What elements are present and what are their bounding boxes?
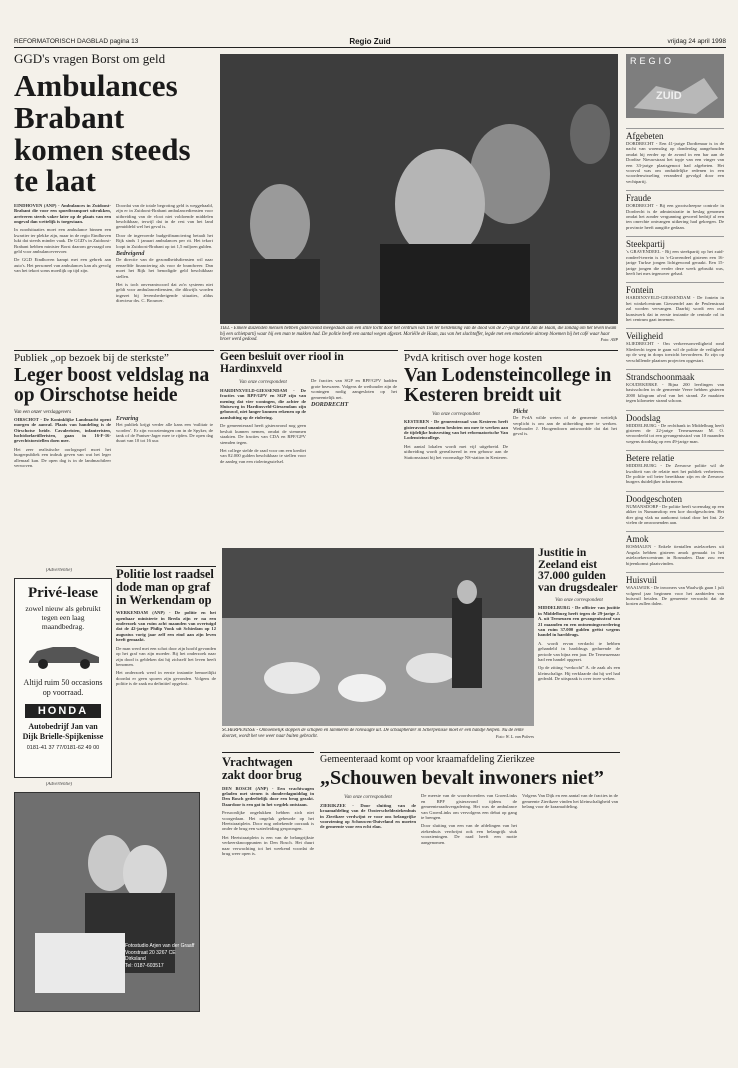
- article-headline: „Schouwen bevalt inwoners niet”: [320, 767, 604, 789]
- article-paragraph: De directie van de gezondheidsdiensten wil naar eenzelfde financiering als voor de brandweer. Dan moet het Rijk het benodigde geld beschikbaar stellen.: [116, 257, 213, 279]
- photo-credit: Foto: ANP: [600, 337, 618, 343]
- article-paragraph: Het Heetstraatplein is een van de belangrijkste verkeersknooppunten in Den Bosch. Het duurt naar verwachting tot het weekend voordat de brug weer open is.: [222, 834, 314, 856]
- brief-body: SLIEDRECHT - Om verkeersonveiligheid rond Sliedrecht tegen te gaan wil de politie de veiligheid op de weg in dorps toezicht bevorderen. Er zijn op verschillende plaatsen projecten opgestart.: [626, 341, 724, 363]
- ad-title: Privé-lease: [28, 585, 98, 601]
- article-lead: OIRSCHOT - De Koninklijke Landmacht opent morgen de aanval. Plaats van handeling is de Oirschotse heide. Cavaleristen, infanteristen, luchtdoelartilleristen, gaan in 16-F-16-gevechtstoestellen doen mee.: [14, 416, 111, 444]
- studio-name: Fotostudio Arjen van der Graaff: [125, 943, 195, 949]
- article-paragraph: De man werd met een schot door zijn hoofd gevonden op het graf van zijn moeder. Bij het onderzoek naar zijn dood is gebleken dat hij zichzelf het leven heeft benomen.: [116, 645, 216, 667]
- article-paragraph: Het publiek krijgt verder alle kans een ‘militair te worden’. Er zijn voorzieningen om in de Spyker, de tank of de Pantser-Jager mee te rijden. De open dag duurt van 10 tot 16 uur.: [116, 422, 213, 444]
- photo-sheep-image: [222, 548, 534, 726]
- article-paragraph: Het is toch onverantwoord dat zo'n systeem niet geldt voor ambulancediensten, die dikwijls worden ingezet bij levensbedreigende situaties, aldus directeur drs. C. Brouwer.: [116, 282, 213, 304]
- brief-title: Amok: [626, 531, 724, 544]
- ad-fotostudio[interactable]: [14, 792, 200, 1012]
- article-ambulance: [14, 52, 214, 342]
- brief-body: WAALWIJK - De inwoners van Waalwijk gaan 1 juli volgend jaar beginnen voor het aanbieden van huisvuil betalen. De gemeente verwacht dat de kosten zullen dalen.: [626, 585, 724, 607]
- article-kicker: Publiek „op bezoek bij de sterkste”: [14, 352, 169, 364]
- article-paragraph: Het onderzoek werd in eerste instantie bemoeilijkt doordat er geen sporen zijn gevonden. Volgens de politie is de zaak nu definitief opgelost.: [116, 670, 216, 687]
- ad-label: (Advertentie): [45, 782, 73, 787]
- article-headline: Van Lodensteincollege in Kesteren breidt uit: [404, 365, 612, 406]
- issue-date: vrijdag 24 april 1998: [667, 38, 726, 45]
- article-byline: Van onze correspondent: [344, 795, 392, 801]
- article-paragraph: De gemeenteraad heeft gisteravond nog geen besluit kunnen nemen, omdat de stemmen staakten. De fracties van CDA en RPF/GPV stemden tegen.: [220, 423, 306, 445]
- brief-body: NUMANSDORP - De politie heeft woensdag op een akker in Numansdorp een koe doodgeschoten. Het dier ging vlak na aankomst totaal door het lint. Ze vielen de omwonenden aan.: [626, 503, 724, 526]
- photo-caption: TIEL - Enkele duizenden mensen hebben gisteravond meegedaan aan een stille tocht door het centrum van Tiel ter herdenking van de dood van de 27-jarige Erik Jan de Haan, die zondag om het leven kwam bij een schietpartij waar hij een man te makken had. De politie heeft een aantal wegen afgezet. Mariëlle de Haan, zus van het slachtoffer, legde met een emotionele uitroep bloemen bij het café waar haar broer werd gedood. Foto: ANP: [220, 326, 618, 343]
- article-politie: [116, 568, 216, 778]
- article-lead: DEN BOSCH (ANP) - Een vrachtwagen geladen met stenen is donderdagmiddag in Den Bosch gedeeltelijk door een brug gezakt. Daardoor is een gat in het wegdek ontstaan.: [222, 785, 314, 807]
- article-byline: Van onze correspondent: [555, 597, 603, 603]
- brief-body: ROSMALEN - Enkele tientallen asielzoekers uit Angola hebben gisteren amok gemaakt in het asielzoekerscentrum in Rosmalen. Daar zou een bijeenkomst plaatsvinden.: [626, 544, 724, 566]
- article-byline: Van een onzer verslaggevers: [14, 409, 72, 415]
- brief-body: HARDINXVELD-GIESSENDAM - De fontein in het winkelcentrum Giessendel aan de Peulenstraat zal worden vervangen. Daarbij wordt een oud kunstwerk dat in eerste instantie de centrale rol in het centrum gaat innemen.: [626, 295, 724, 322]
- brief-title: Doodgeschoten: [626, 491, 724, 504]
- article-subhead: Bedreigend: [116, 250, 145, 257]
- article-paragraph: Doordat van de totale begroting geld is weggehaald, zijn er in Zuidoost-Brabant ambulancediensten voor uitbreiding van de vloot niet voldoende middelen beschikbaar, terwijl dat in de rest van het land gemiddeld wel het geval is.: [116, 202, 213, 230]
- article-headline: Justitie in Zeeland eist 37.000 gulden van drugsdealer: [538, 548, 618, 595]
- ad-phone: 0181-41 37 77/0181-62 49 00: [26, 745, 100, 751]
- article-byline: Van onze correspondent: [432, 411, 480, 417]
- brief-body: DORDRECHT - Bij een grootscheepse controle in Dordrecht is de administratie in beslag genomen omdat het zonder vergunning gevoerd bedrijf al een ten onrechte ontvangen uitkering had gekregen. De provincie heeft aangifte gedaan.: [626, 203, 724, 230]
- page-header: [14, 38, 726, 48]
- ad-subtitle: zowel nieuw als gebruikt tegen een laag maandbedrag.: [25, 604, 101, 631]
- brief-title: Huisvuil: [626, 572, 724, 585]
- article-headline: Vrachtwagen zakt door brug: [222, 756, 302, 782]
- ad-stock: Altijd ruim 50 occasions op voorraad.: [23, 678, 103, 697]
- regio-title: ZUID: [656, 90, 682, 102]
- article-byline: Van onze correspondent: [239, 380, 287, 386]
- article-lead: ZIERIKZEE - Door sluiting van de kraamafdeling van de Oosterscheldeziekenhuis in Zierikzee verdwijnt er voor ons belangrijke voorziening op Schouwen-Duiveland en moeten de gemeente voor een echt elan.: [320, 802, 416, 830]
- article-paragraph: Volgens Van Dijk en een aantal van de fracties in de gemeente Zierikzee vinden het kleinschaligheid van belang voor de kraamafdeling.: [522, 793, 618, 810]
- article-lead: EINDHOVEN (ANP) - Ambulances in Zuidoost-Brabant die voor een spoedtransport uitrukken, arriveren steeds vaker later op de plaats van een ongeval dan wettelijk is toegestaan.: [14, 202, 111, 224]
- brief-body: DORDRECHT - Een 41-jarige Dordtenaar is in de nacht van woensdag op donderdag aangehouden omdat hij eerder op de avond in een bar aan de Dordtse Nieuwstraat het topje van een vinger van een 33-jarige plaatsgenoot had afgebeten. Het voorval was om onduidelijke redenen in een woordenwisseling veranderd gevolgd door een vechtpartij.: [626, 141, 724, 184]
- article-lead: HARDINXVELD-GIESSENDAM - De fracties van RPF/GPV en SGP zijn van mening dat vier woningen, die achter de Sluiseweg in Hardinxveld-Giessendam zijn gebouwd, niet langer kunnen rekenen op de aansluiting op de riolering.: [220, 387, 306, 420]
- photo-caption: SCHERPENISSE - Onnoemelijk stoppen de schapen en lammeren de ronvaagte uit. De schaapherder in Scherpenisse moet er een handje helpen. Nu de lente doorzet, wordt het vee weer naar buiten gebracht. Foto: W. L. van Poleers: [222, 728, 534, 739]
- brief-body: MIDDELBURG - De rechtbank in Middelburg heeft gisteren de 22-jarige Terneuzenaar M. O. veroordeeld tot een gevangenisstraf van 10 maanden wegens doodslag op een 49-jarige man.: [626, 422, 724, 444]
- brief-title: Steekpartij: [626, 236, 724, 249]
- brief-title: Strandschoonmaak: [626, 369, 724, 382]
- brief-title: Veiligheid: [626, 328, 724, 341]
- article-subhead: Ervaring: [116, 415, 139, 422]
- article-subhead: DORDRECHT: [311, 402, 349, 409]
- photo-schapen: [222, 548, 534, 726]
- article-brug: [222, 756, 314, 1012]
- article-headline: Leger boost veldslag na op Oirschotse heide: [14, 365, 210, 406]
- article-paragraph: A. wordt ervan verdacht te hebben gehandeld in harddrugs gedurende de periode van bijna een jaar. De Terneuzenaar had een handel opgezet.: [538, 640, 620, 662]
- article-subhead: Plicht: [513, 408, 528, 415]
- article-paragraph: Het zeer realistische oorlogsspel moet het burgerpubliek een indruk geven van wat het leger allemaal kan. De open dag is in de landmachtleer verwoven.: [14, 446, 111, 469]
- article-paragraph: Het aantal lokalen wordt met vijf uitgebreid. De uitbreiding wordt gerealiseerd in een gebouw aan de Stationsstraat bij het voormalige NS-station in Kesteren.: [404, 443, 508, 460]
- photo-crowd-image: [220, 54, 618, 324]
- article-paragraph: Persoonlijke ongelukken hebben zich niet voorgedaan. Het ongeluk gebeurde op het Heetstraatplein. Door nog onbekende oorzaak is onder de brug een waterleiding gesprongen.: [222, 810, 314, 832]
- article-kraamafdeling: [320, 754, 620, 1012]
- news-briefs-sidebar: [626, 122, 724, 1012]
- article-kesteren: [404, 352, 618, 544]
- article-paragraph: Door sluiting van een van de afdelingen van het ziekenhuis verdwijnt ook een belangrijk stuk voorzieningen. De raad heeft een motie aangenomen.: [421, 823, 517, 845]
- ad-honda[interactable]: [14, 578, 112, 778]
- article-paragraph: Het college stelde de raad voor om een krediet van 82.000 gulden beschikbaar te stellen voor de aanleg van een rioleringsstelsel.: [220, 447, 306, 464]
- brief-body: KOUDEKERKE - Bijna 200 leerlingen van basisscholen in de gemeente Veere hebben gisteren 2000 kilogram afval van het strand. Ze maakten tegen kilometer strand schoon.: [626, 381, 724, 404]
- article-paragraph: Door de ingevoerde budgetfinanciering betaalt het Rijk sinds 1 januari ambulances per rit. Het tekort loopt in Zuidoost-Brabant op tot 1,5 miljoen gulden.: [116, 232, 213, 249]
- studio-address: Voorstraat 20 3267 CE Dirksland: [125, 949, 176, 962]
- article-paragraph: Op de zitting “verkocht” A. de zaak als een kleinschalige. Hij verklaarde dat hij wel had gedeald. De uitspraak is over twee weken.: [538, 665, 620, 682]
- honda-logo: HONDA: [25, 704, 101, 718]
- article-paragraph: De GGD Eindhoven kampt met een gebrek aan auto's. Het personeel van ambulances kan als gevolg van het tekort soms moeilijk op tijd zijn.: [14, 257, 111, 274]
- article-veldslag: [14, 352, 214, 562]
- article-riool: [220, 352, 398, 544]
- ad-studio-text: [125, 943, 195, 1003]
- article-justitie: [538, 548, 620, 748]
- ad-label: (Advertentie): [45, 568, 73, 573]
- car-icon: [23, 637, 103, 671]
- article-lead: KESTEREN - De gemeenteraad van Kesteren heeft gisteravond unaniem besloten om mee te werken aan de tijdelijke huisvesting van het reformatorische Van Lodensteincollege.: [404, 419, 508, 441]
- photo-credit: Foto: W. L. van Poleers: [495, 733, 534, 739]
- studio-phone: Tel: 0187-603517: [125, 962, 164, 969]
- article-kicker: PvdA kritisch over hoge kosten: [404, 352, 543, 364]
- ad-dealer: Autobedrijf Jan van Dijk Brielle-Spijkenisse: [22, 722, 104, 741]
- article-kicker: GGD's vragen Borst om geld: [14, 52, 166, 66]
- brief-body: MIDDELBURG - De Zeeuwse politie wil de kwaliteit van de relatie met het publiek verbeteren. De politie wil beter bereikbaar zijn en de Zeeuwse burgers duidelijker informeren.: [626, 463, 724, 485]
- article-lead: WERKENDAM (ANP) - De politie en het openbaar ministerie in Breda zijn er na een onderzoek van ruim acht maanden van overtuigd dat de 42-jarige Philip Vonk uit Schiedam op 12 augustus vorig jaar zelf een eind aan zijn leven heeft gemaakt.: [116, 610, 216, 643]
- brief-title: Afgebeten: [626, 128, 724, 141]
- article-paragraph: De PvdA wilde weten of de gemeente wettelijk verplicht is om aan de uitbreiding mee te werken. Wethouder J. Hoogendoorn antwoordde dat dat het geval is.: [513, 415, 617, 437]
- article-paragraph: De fracties van SGP en RPF/GPV hadden grote bezwaren. Volgens de wethouder zijn de woningen nodig aangesloten op het gemeentelijk net.: [311, 378, 397, 400]
- regio-label: REGIO: [630, 56, 675, 66]
- brief-title: Fontein: [626, 282, 724, 295]
- article-lead: MIDDELBURG - De officier van justitie in Middelburg heeft tegen de 29-jarige J. A. uit Terneuzen een gevangenisstraf van 21 maanden en een ontnemingsvordering van ruim 37.000 gulden geëist wegens handel in harddrugs.: [538, 605, 620, 638]
- article-paragraph: De meeste van de woordvoerders van GroenLinks en RPF gisteravond tijdens de gemeenteraadsvergadering. Het was de ambulance van GroenLinks om vervolgens een debat op gang te brengen.: [421, 793, 517, 821]
- article-paragraph: In noodsituaties moet een ambulance binnen een kwartier ter plekke zijn, maar in de regio Eindhoven lukt dat steeds minder vaak. De GGD's in Zuidoost-Brabant hebben minister Borst daarom gevraagd om geld voor ambulancevervoer.: [14, 227, 111, 254]
- brief-title: Doodslag: [626, 410, 724, 423]
- article-headline: Ambulances Brabant komen steeds te laat: [14, 68, 191, 199]
- photo-stille-tocht: [220, 54, 618, 324]
- article-kicker: Gemeenteraad komt op voor kraamafdeling Zierikzee: [320, 754, 535, 765]
- regio-zuid-logo: [626, 54, 724, 118]
- article-headline: Geen besluit over riool in Hardinxveld: [220, 352, 344, 375]
- brief-body: 's GRAVENDEEL - Bij een steekpartij op het zuid-rondeel-terrein is in 's-Gravendeel gisteren een 16-jarige Turkse jongen lichtgewond geraakt. Een 15-jarige jongen die eerder deze week gebruikt was, heeft het mes tegenover gehad.: [626, 249, 724, 276]
- brief-title: Fraude: [626, 190, 724, 203]
- brief-title: Betere relatie: [626, 450, 724, 463]
- paper-page-label: REFORMATORISCH DAGBLAD pagina 13: [14, 38, 139, 45]
- section-title: Regio Zuid: [349, 37, 391, 46]
- article-headline: Politie lost raadsel dode man op graf in Werkendam op: [116, 568, 214, 607]
